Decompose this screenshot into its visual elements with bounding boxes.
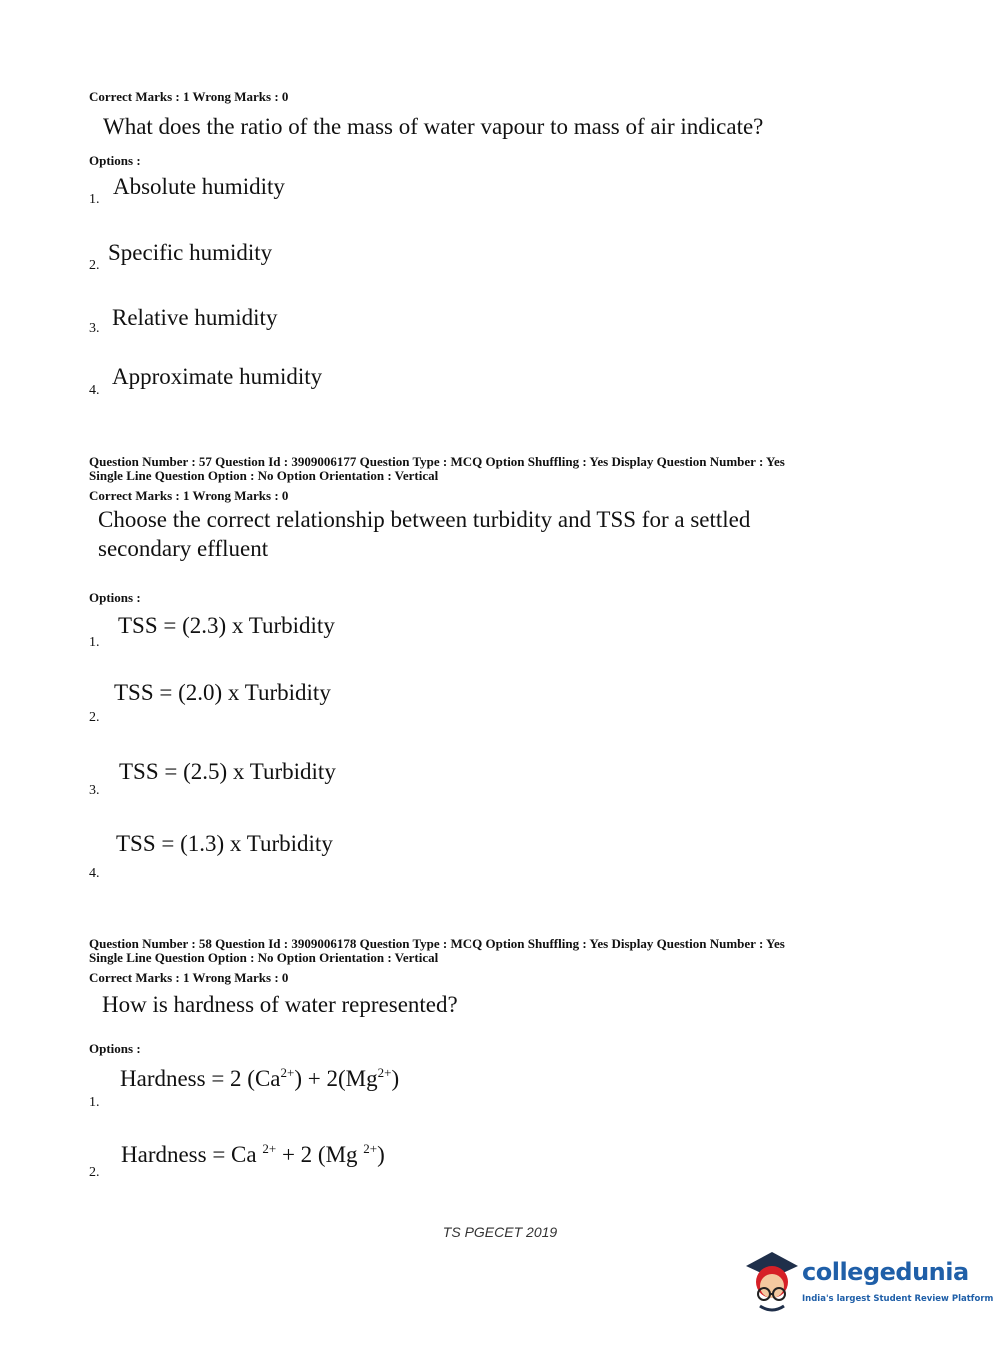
question-meta: Question Number : 57 Question Id : 3909006177 Question Type : MCQ Option Shuffling : Yes Display Question Number : Yes — [89, 454, 785, 469]
option-text: TSS = (2.0) x Turbidity — [114, 680, 331, 705]
option-text: Relative humidity — [112, 305, 278, 330]
question-text: How is hardness of water represented? — [102, 992, 458, 1017]
option-number: 1. — [89, 635, 100, 650]
question-meta: Single Line Question Option : No Option Orientation : Vertical — [89, 468, 439, 483]
mascot-icon — [742, 1248, 800, 1318]
option-number: 3. — [89, 321, 100, 336]
question-text: What does the ratio of the mass of water vapour to mass of air indicate? — [103, 114, 764, 139]
marks-info: Correct Marks : 1 Wrong Marks : 0 — [89, 488, 289, 503]
option-text: Hardness = 2 $(Ca^{2+}) + 2(Mg^{2+})$ — [120, 1065, 400, 1091]
option-number: 1. — [89, 192, 100, 207]
question-text: Choose the correct relationship between turbidity and TSS for a settled — [98, 507, 751, 532]
question-meta: Question Number : 58 Question Id : 3909006178 Question Type : MCQ Option Shuffling : Yes Display Question Number : Yes — [89, 936, 785, 951]
option-number: 4. — [89, 866, 100, 881]
option-number: 2. — [89, 258, 100, 273]
option-text: TSS = (2.3) x Turbidity — [118, 613, 335, 638]
options-label: Options : — [89, 590, 141, 605]
options-label: Options : — [89, 1041, 141, 1056]
option-number: 2. — [89, 710, 100, 725]
option-text: Specific humidity — [108, 240, 273, 265]
option-number: 3. — [89, 783, 100, 798]
footer-text: TS PGECET 2019 — [442, 1224, 558, 1240]
option-text: Hardness = Ca $^{2+}$ + 2 (Mg $^{2+}$) — [121, 1141, 385, 1167]
option-number: 1. — [89, 1095, 100, 1110]
logo-tagline: India's largest Student Review Platform — [802, 1294, 994, 1304]
question-text: secondary effluent — [98, 536, 269, 561]
question-meta: Single Line Question Option : No Option Orientation : Vertical — [89, 950, 439, 965]
options-label: Options : — [89, 153, 141, 168]
marks-info: Correct Marks : 1 Wrong Marks : 0 — [89, 89, 289, 104]
option-number: 4. — [89, 383, 100, 398]
collegedunia-logo — [742, 1248, 994, 1318]
option-text: Absolute humidity — [113, 174, 285, 199]
logo-wordmark: collegedunia — [802, 1258, 969, 1286]
option-text: TSS = (1.3) x Turbidity — [116, 831, 333, 856]
option-text: Approximate humidity — [112, 364, 323, 389]
option-number: 2. — [89, 1165, 100, 1180]
option-text: TSS = (2.5) x Turbidity — [119, 759, 336, 784]
marks-info: Correct Marks : 1 Wrong Marks : 0 — [89, 970, 289, 985]
